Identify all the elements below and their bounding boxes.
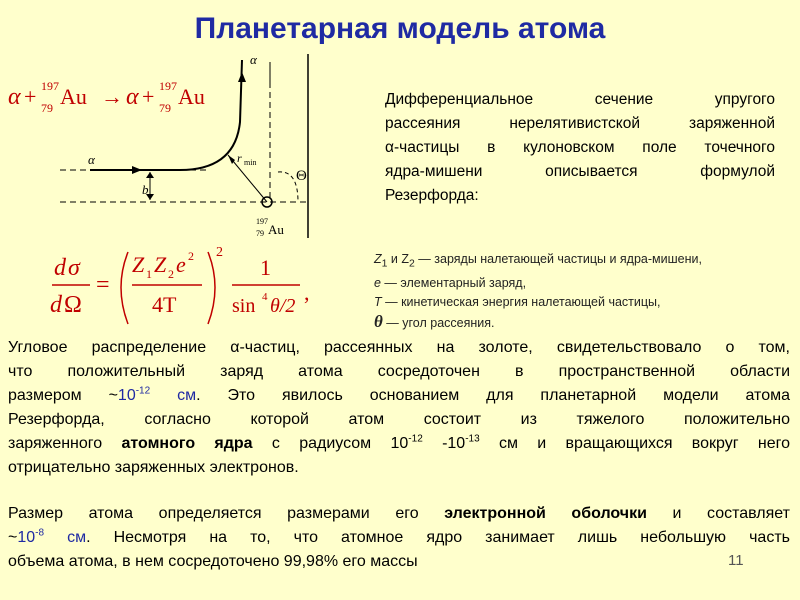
nucleus-mass: 197 xyxy=(256,217,268,226)
reaction-mass-1: 197 xyxy=(41,79,59,93)
trajectory-arrow-1 xyxy=(132,166,142,174)
rmin-label: r xyxy=(237,151,242,165)
intro-line: α-частицы в кулоновском поле точечного xyxy=(385,139,775,156)
legend-line-angle: θ — угол рассеяния. xyxy=(374,311,495,331)
rmin-sub: min xyxy=(244,158,257,167)
formula-e: e xyxy=(176,252,186,277)
theta-arc xyxy=(278,172,298,202)
alpha-trajectory xyxy=(90,60,242,170)
formula-4t: 4T xyxy=(152,292,177,317)
intro-line: Дифференциальное сечение упругого xyxy=(385,91,775,108)
formula-paren-exp: 2 xyxy=(216,245,223,260)
reaction-plus-2: + xyxy=(142,84,155,109)
reaction-charge-1: 79 xyxy=(41,101,53,115)
legend-line-elementary-charge: e — элементарный заряд, xyxy=(374,275,527,290)
intro-text xyxy=(385,88,775,208)
formula-z1-sub: 1 xyxy=(146,267,152,281)
legend-line-energy: T — кинетическая энергия налетающей частицы, xyxy=(374,294,661,309)
reaction-element-1: Au xyxy=(60,84,87,109)
paragraph-atom-size: Размер атома определяется размерами его электронной оболочки и составляет $\sim 10^{-8}$ см. Несмотря на то, что атомное ядро занимает лишь небольшую часть объема атома, в нем сосредоточено 99,98% его массы xyxy=(8,505,790,570)
formula-z1: Z xyxy=(132,252,145,277)
formula-one: 1 xyxy=(260,255,271,280)
trajectory-arrow-2 xyxy=(238,72,246,82)
nucleus-charge: 79 xyxy=(256,229,264,238)
reaction-element-2: Au xyxy=(178,84,205,109)
formula-sigma: σ xyxy=(68,255,80,281)
scattering-diagram xyxy=(60,52,320,242)
intro-line: Резерфорда: xyxy=(385,187,479,204)
page-number: 11 xyxy=(728,552,744,569)
intro-line: рассеяния нерелятивистской заряженной xyxy=(385,115,775,132)
rutherford-formula xyxy=(38,230,338,340)
paragraph-angular-distribution: Угловое распределение α-частиц, рассеянных на золоте, свидетельствовало о том, что положительный заряд атома сосредоточен в пространственной области размером $\sim 10^{-12}$ см. Это явилось основанием для планетарной модели атома Резерфорда, согласно которой атом состоит из тяжелого положительно заряженного атомного ядра с радиусом $10^{-12}$ $-10^{-13}$ см и вращающихся вокруг него отрицательно заряженных электронов. xyxy=(8,339,791,476)
legend-line-charges: $Z_1$ и $Z_2$ — заряды налетающей частицы и ядра-мишени, xyxy=(374,252,702,270)
page-title: Планетарная модель атома xyxy=(194,12,606,45)
formula-z2-sub: 2 xyxy=(168,267,174,281)
theta-label: Θ xyxy=(296,168,307,184)
formula-d-top: d xyxy=(54,255,66,281)
formula-sin-exp: 4 xyxy=(262,291,268,303)
b-label: b xyxy=(142,182,149,197)
formula-equals: = xyxy=(96,272,110,298)
formula-legend xyxy=(374,250,794,333)
alpha-label-left: α xyxy=(88,152,95,167)
reaction-alpha-2: α xyxy=(126,84,139,110)
intro-line: ядра-мишени описывается формулой xyxy=(385,163,775,180)
reaction-charge-2: 79 xyxy=(159,101,171,115)
formula-omega: Ω xyxy=(64,292,82,318)
reaction-arrow: → xyxy=(101,84,123,109)
nucleus-element: Au xyxy=(268,222,284,237)
formula-sin: sin xyxy=(232,295,256,317)
formula-e-exp: 2 xyxy=(188,249,194,263)
b-arrow-up xyxy=(146,172,154,178)
formula-z2: Z xyxy=(154,252,167,277)
alpha-label-top: α xyxy=(250,52,257,67)
reaction-plus-1: + xyxy=(24,84,37,109)
formula-theta-half: θ/2 xyxy=(270,295,296,317)
reaction-mass-2: 197 xyxy=(159,79,177,93)
reaction-alpha-1: α xyxy=(8,84,21,110)
formula-comma: , xyxy=(304,280,310,305)
formula-d-bottom: d xyxy=(50,292,62,318)
